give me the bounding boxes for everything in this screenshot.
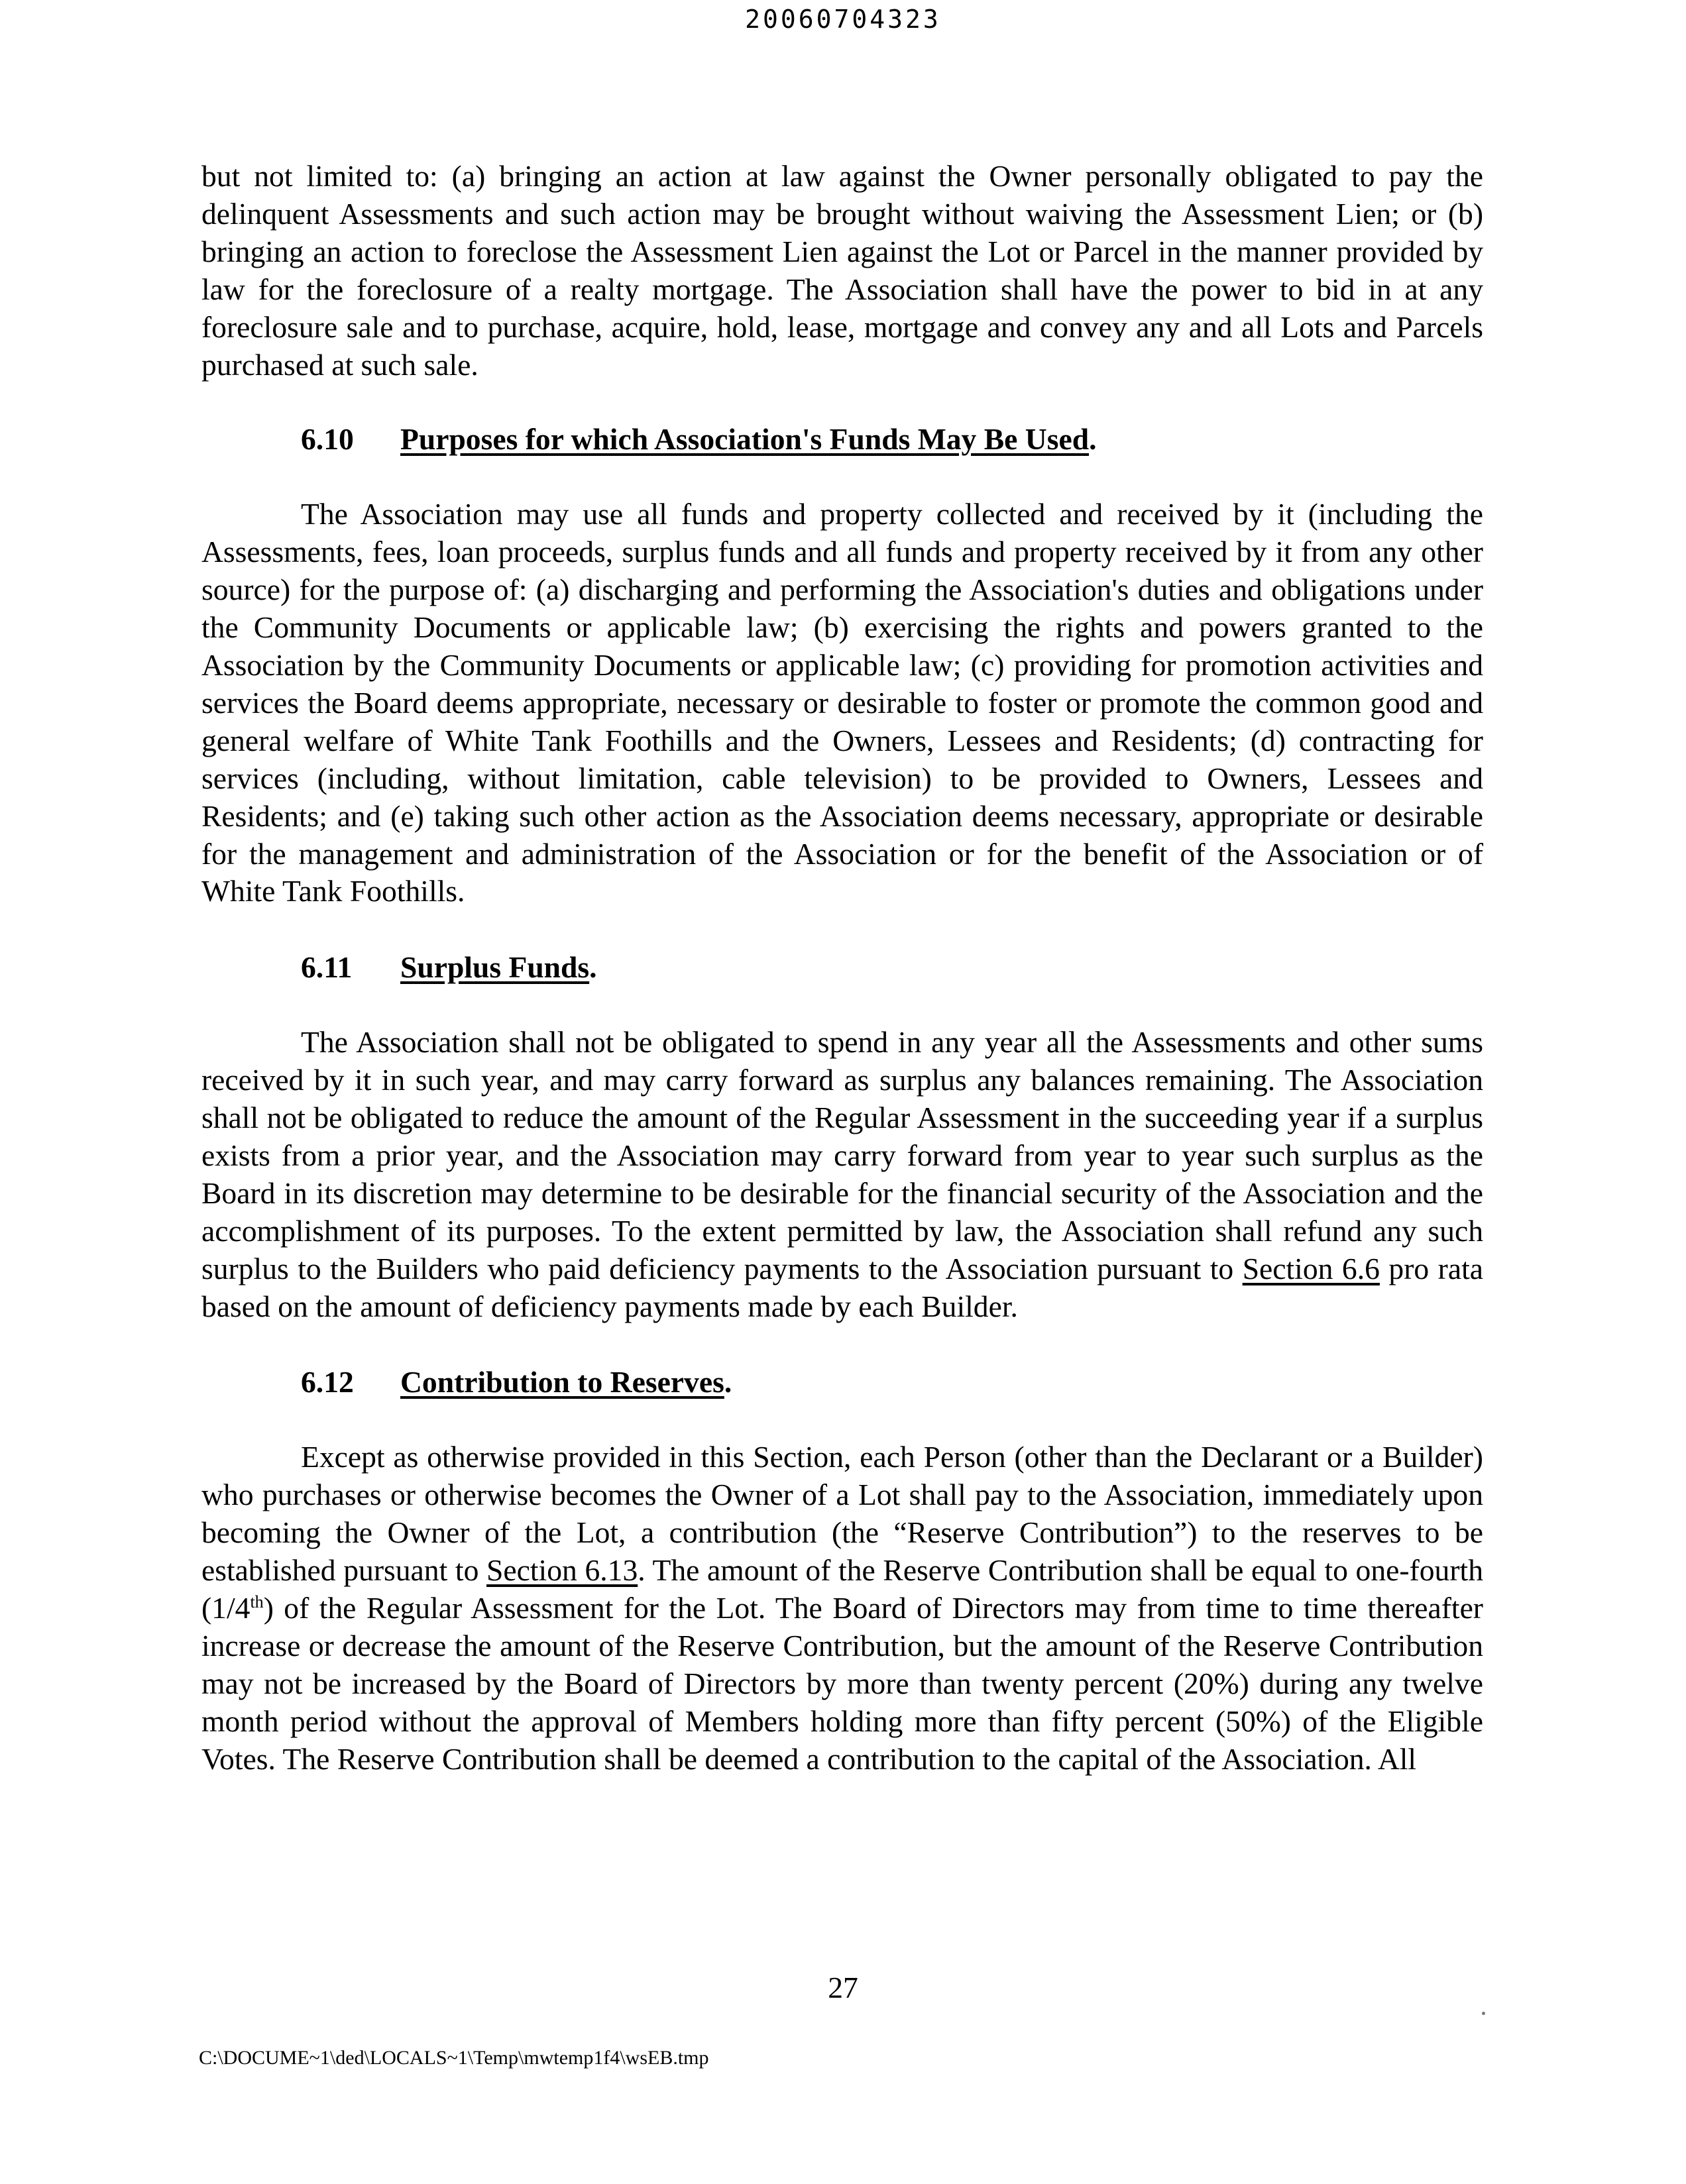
section-reference-6-13: Section 6.13 [486, 1553, 638, 1588]
body-text: ) of the Regular Assessment for the Lot. The Board of Directors may from time to time thereafter increase or decrease the amount of the Reserve Contribution, but the amount of the Reserve Contribution may not be increased by the Board of Directors by more than twenty percent (20%) during any twelve month period without the approval of Members holding more than fifty percent (50%) of the Eligible Votes. The Reserve Contribution shall be deemed a contribution to the capital of the Association. All [201, 1591, 1483, 1776]
scan-speck [1482, 2012, 1485, 2015]
section-heading-6-12: 6.12 Contribution to Reserves. [201, 1364, 1483, 1401]
body-text: . The amount of the Reserve Contribution shall be equal to one-fourth (1/4 [201, 1553, 1483, 1625]
section-6-10-body: The Association may use all funds and property collected and received by it (including the Assessments, fees, loan proceeds, surplus funds and all funds and property received by it from any other source) for the purpose of: (a) discharging and performing the Association's duties and obligations under the Community Documents or applicable law; (b) exercising the rights and powers granted to the Association by the Community Documents or applicable law; (c) providing for promotion activities and services the Board deems appropriate, necessary or desirable to foster or promote the common good and general welfare of White Tank Foothills and the Owners, Lessees and Residents; (d) contracting for services (including, without limitation, cable television) to be provided to Owners, Lessees and Residents; and (e) taking such other action as the Association deems necessary, appropriate or desirable for the management and administration of the Association or for the benefit of the Association or of White Tank Foothills. [201, 497, 1483, 908]
section-title: Purposes for which Association's Funds May Be Used [400, 422, 1090, 457]
section-number: 6.10 [301, 422, 354, 457]
page-number: 27 [828, 1971, 858, 2004]
section-number: 6.11 [301, 950, 353, 985]
body-text: Except as otherwise provided in this Section, each Person (other than the Declarant or a Builder) who purchases or otherwise becomes the Owner of a Lot shall pay to the Association, immediately upon becoming the Owner of the Lot, a contribution (the “Reserve Contribution”) to the reserves to be established pursuant to [201, 1440, 1483, 1588]
intro-paragraph: but not limited to: (a) bringing an action at law against the Owner personally obligated to pay the delinquent Assessments and such action may be brought without waiving the Assessment Lien; or (b) bringing an action to foreclose the Assessment Lien against the Lot or Parcel in the manner provided by law for the foreclosure of a realty mortgage. The Association shall have the power to bid in at any foreclosure sale and to purchase, acquire, hold, lease, mortgage and convey any and all Lots and Parcels purchased at such sale. [201, 159, 1483, 382]
section-6-12-body [201, 1439, 1483, 1778]
superscript: th [250, 1592, 264, 1611]
page-content [201, 158, 1483, 1778]
section-reference-6-6: Section 6.6 [1242, 1251, 1380, 1285]
body-text: pro rata based on the amount of deficiency payments made by each Builder. [201, 1251, 1483, 1323]
section-title: Contribution to Reserves [400, 1365, 724, 1399]
file-path: C:\DOCUME~1\ded\LOCALS~1\Temp\mwtemp1f4\wsEB.tmp [199, 2047, 709, 2069]
section-number: 6.12 [301, 1365, 354, 1399]
section-heading-6-10: 6.10 Purposes for which Association's Funds May Be Used. [201, 421, 1483, 459]
section-heading-6-11: 6.11 Surplus Funds. [201, 949, 1483, 987]
section-title: Surplus Funds [400, 950, 590, 985]
body-text: The Association shall not be obligated to spend in any year all the Assessments and other sums received by it in such year, and may carry forward as surplus any balances remaining. The Association shall not be obligated to reduce the amount of the Regular Assessment in the succeeding year if a surplus exists from a prior year, and the Association may carry forward from year to year such surplus as the Board in its discretion may determine to be desirable for the financial security of the Association and the accomplishment of its purposes. To the extent permitted by law, the Association shall refund any such surplus to the Builders who paid deficiency payments to the Association pursuant to [201, 1025, 1483, 1285]
document-number: 20060704323 [745, 5, 941, 34]
section-6-11-body [201, 1024, 1483, 1325]
